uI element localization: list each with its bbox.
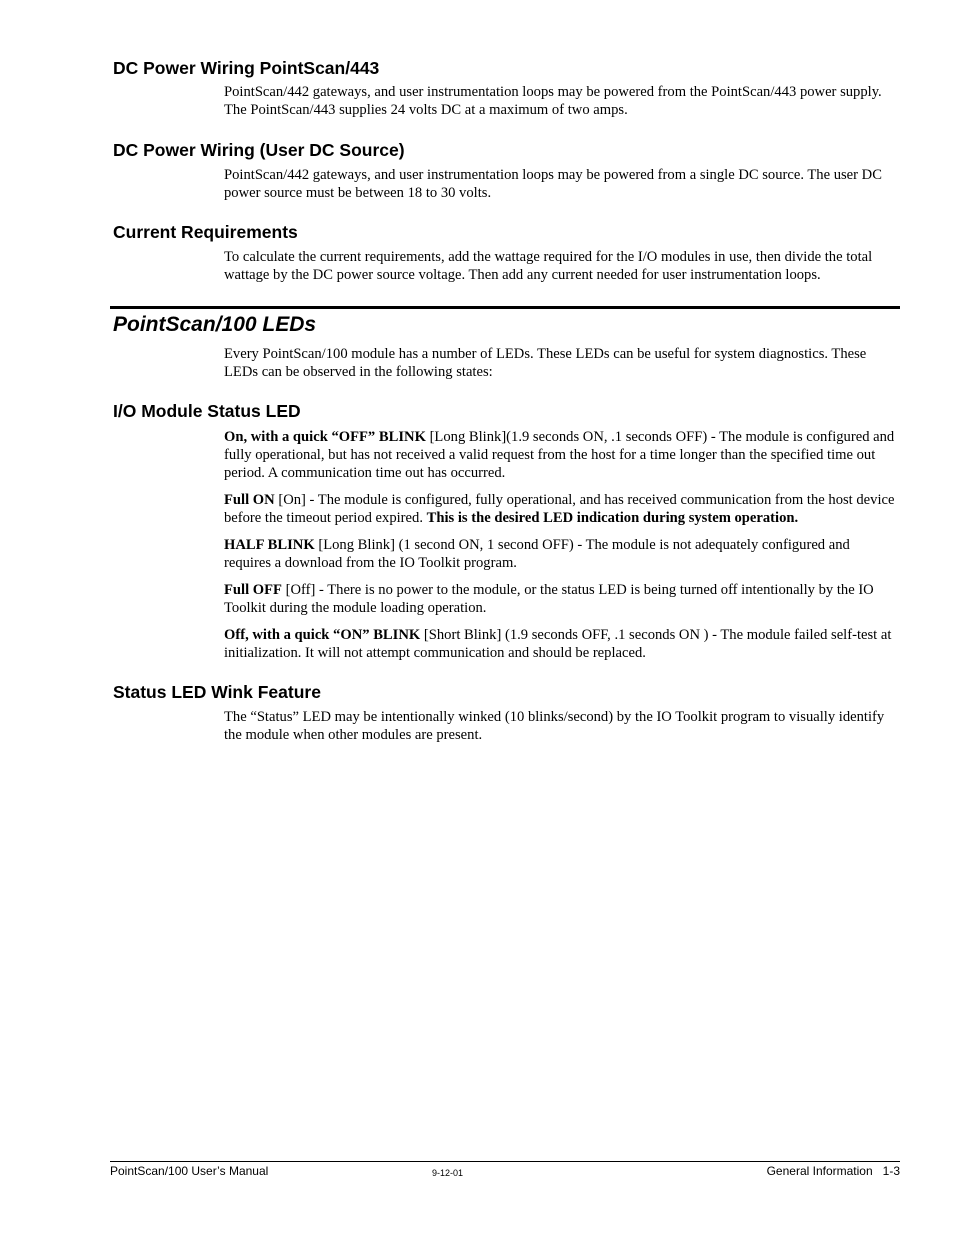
heading-dc-power-443: DC Power Wiring PointScan/443 <box>113 58 380 78</box>
heading-leds: PointScan/100 LEDs <box>113 313 317 336</box>
status-item-label: Off, with a quick “ON” BLINK <box>224 627 421 643</box>
status-item-short-blink <box>224 626 900 662</box>
status-item-label: Full ON <box>224 492 275 508</box>
footer-page-number: General Information 1-3 <box>766 1164 900 1178</box>
paragraph-leds: Every PointScan/100 module has a number of LEDs. These LEDs can be useful for system diagnostics. These LEDs can be observed in the following states: <box>224 346 867 380</box>
status-item-text: [Off] - There is no power to the module, or the status LED is being turned off intentionally by the IO Toolkit during the module loading operation. <box>224 582 874 616</box>
heading-dc-power-user: DC Power Wiring (User DC Source) <box>113 140 405 160</box>
paragraph-current-requirements: To calculate the current requirements, add the wattage required for the I/O modules in use, then divide the total wattage by the DC power source voltage. Then add any current needed for user instrumentation loops. <box>224 249 873 283</box>
section-divider <box>110 306 900 309</box>
status-item-long-blink <box>224 428 900 482</box>
status-item-label: Full OFF <box>224 582 282 598</box>
paragraph-wink-feature: The “Status” LED may be intentionally winked (10 blinks/second) by the IO Toolkit program to visually identify the module when other modules are present. <box>224 709 885 743</box>
status-item-half-blink <box>224 536 900 572</box>
paragraph-dc-power-443: PointScan/442 gateways, and user instrumentation loops may be powered from the PointScan/443 power supply. The PointScan/443 supplies 24 volts DC at a maximum of two amps. <box>224 84 882 118</box>
status-item-full-on <box>224 491 900 527</box>
footer-manual-title: PointScan/100 User’s Manual <box>110 1164 269 1178</box>
heading-current-requirements: Current Requirements <box>113 222 298 242</box>
status-item-text: [Long Blink] (1 second ON, 1 second OFF) - The module is not adequately configured and requires a download from the IO Toolkit program. <box>224 537 850 571</box>
heading-wink-feature: Status LED Wink Feature <box>113 682 321 702</box>
status-item-text: [Long Blink](1.9 seconds ON, .1 seconds OFF) - The module is configured and fully operational, but has not received a valid request from the host for a time longer than the specified time out period. A communication time out has occurred. <box>224 429 895 481</box>
status-item-emphasis: This is the desired LED indication during system operation. <box>426 510 799 526</box>
status-item-label: On, with a quick “OFF” BLINK <box>224 429 426 445</box>
status-item-full-off <box>224 581 900 617</box>
status-item-label: HALF BLINK <box>224 537 315 553</box>
footer-divider <box>110 1161 900 1162</box>
status-item-text: [On] - The module is configured, fully operational, and has received communication from the host device before the timeout period expired. <box>224 492 895 526</box>
heading-status-led: I/O Module Status LED <box>113 401 301 421</box>
footer-date: 9-12-01 <box>432 1168 464 1178</box>
paragraph-dc-power-user: PointScan/442 gateways, and user instrumentation loops may be powered from a single DC source. The user DC power source must be between 18 to 30 volts. <box>224 167 882 201</box>
status-item-text: [Short Blink] (1.9 seconds OFF, .1 seconds ON ) - The module failed self-test at initialization. It will not attempt communication and should be replaced. <box>224 627 892 661</box>
